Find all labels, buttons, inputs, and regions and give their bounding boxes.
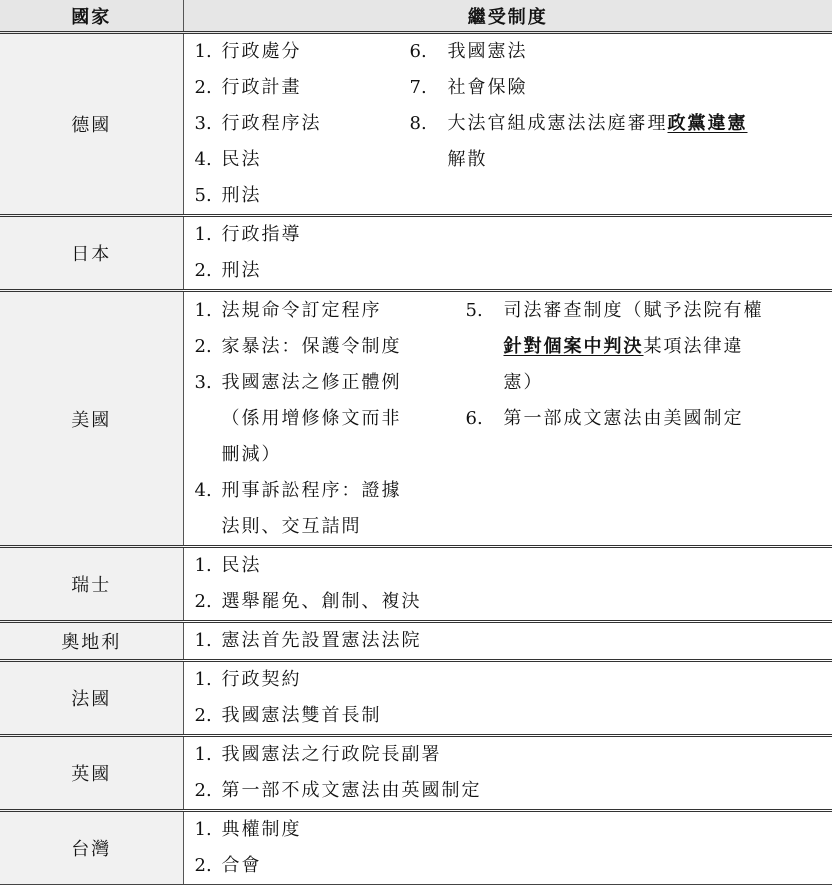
items-japan — [183, 216, 832, 291]
list-item-continued: （係用增修條文而非 — [184, 401, 466, 437]
list-item: 2. 合會 — [184, 848, 832, 884]
list-item: 6. 我國憲法 — [410, 34, 830, 70]
list-item: 2. 我國憲法雙首長制 — [184, 698, 832, 734]
list-item: 1. 法規命令訂定程序 — [184, 293, 466, 329]
list-item: 2. 選舉罷免、創制、複決 — [184, 584, 832, 620]
country-france: 法國 — [0, 661, 183, 736]
header-country: 國家 — [0, 0, 183, 33]
list-item-continued: 憲） — [466, 365, 830, 401]
country-usa: 美國 — [0, 291, 183, 547]
list-item: 6. 第一部成文憲法由美國制定 — [466, 401, 830, 437]
country-uk: 英國 — [0, 736, 183, 811]
list-item: 1. 行政指導 — [184, 217, 832, 253]
items-austria — [183, 622, 832, 661]
country-switzerland: 瑞士 — [0, 547, 183, 622]
country-japan: 日本 — [0, 216, 183, 291]
row-germany — [0, 33, 832, 216]
header-systems: 繼受制度 — [183, 0, 832, 33]
list-item: 4. 刑事訴訟程序：證據 — [184, 473, 466, 509]
row-japan — [0, 216, 832, 291]
items-taiwan — [183, 811, 832, 885]
row-austria — [0, 622, 832, 661]
list-item: 5. 司法審查制度（賦予法院有權 — [466, 293, 830, 329]
items-france — [183, 661, 832, 736]
list-item: 3. 我國憲法之修正體例 — [184, 365, 466, 401]
list-item: 4. 民法 — [184, 142, 410, 178]
list-item: 2. 刑法 — [184, 253, 832, 289]
list-item-continued: 法則、交互詰問 — [184, 509, 466, 545]
row-france — [0, 661, 832, 736]
row-taiwan — [0, 811, 832, 885]
list-item: 1. 行政處分 — [184, 34, 410, 70]
list-item: 1. 民法 — [184, 548, 832, 584]
list-item-continued: 刪減） — [184, 437, 466, 473]
list-item: 3. 行政程序法 — [184, 106, 410, 142]
list-item: 7. 社會保險 — [410, 70, 830, 106]
items-uk — [183, 736, 832, 811]
list-item: 2. 行政計畫 — [184, 70, 410, 106]
items-switzerland — [183, 547, 832, 622]
list-item: 2. 第一部不成文憲法由英國制定 — [184, 773, 832, 809]
list-item-continued: 針對個案中判決某項法律違 — [466, 329, 830, 365]
country-germany: 德國 — [0, 33, 183, 216]
list-item: 1. 憲法首先設置憲法法院 — [184, 623, 832, 659]
row-switzerland — [0, 547, 832, 622]
country-taiwan: 台灣 — [0, 811, 183, 885]
list-item: 1. 行政契約 — [184, 662, 832, 698]
row-uk — [0, 736, 832, 811]
row-usa — [0, 291, 832, 547]
list-item-continued: 解散 — [410, 142, 830, 178]
items-usa — [183, 291, 832, 547]
header-row — [0, 0, 832, 33]
list-item: 2. 家暴法：保護令制度 — [184, 329, 466, 365]
list-item: 1. 我國憲法之行政院長副署 — [184, 737, 832, 773]
list-item: 5. 刑法 — [184, 178, 410, 214]
list-item: 8. 大法官組成憲法法庭審理政黨違憲 — [410, 106, 830, 142]
list-item: 1. 典權制度 — [184, 812, 832, 848]
country-austria: 奧地利 — [0, 622, 183, 661]
items-germany — [183, 33, 832, 216]
